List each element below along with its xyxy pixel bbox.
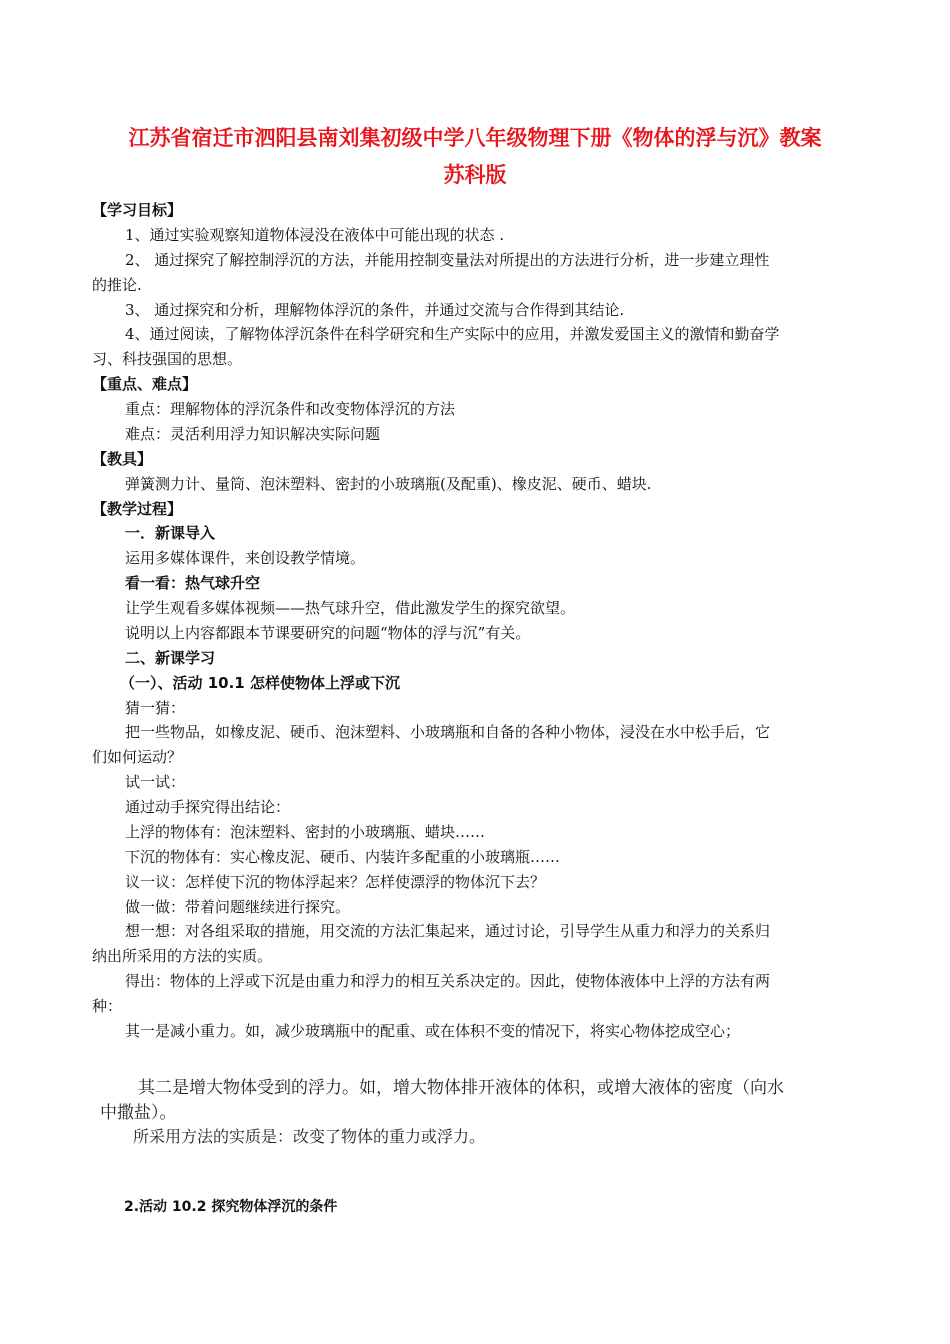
do-text: 做一做：带着问题继续进行探究。 — [125, 897, 351, 916]
guess-text: 把一些物品，如橡皮泥、硬币、泡沫塑料、小玻璃瓶和自备的各种小物体，浸没在水中松手后，它 — [125, 723, 771, 742]
think-text: 想一想：对各组采取的措施，用交流的方法汇集起来，通过讨论，引导学生从重力和浮力的关系归 — [125, 922, 771, 941]
sink-objects: 下沉的物体有：实心橡皮泥、硬币、内装许多配重的小玻璃瓶…… — [125, 847, 561, 866]
intro-text: 运用多媒体课件，来创设教学情境。 — [125, 549, 366, 568]
key-point: 重点：理解物体的浮沉条件和改变物体浮沉的方法 — [125, 400, 456, 418]
try-text: 通过动手探究得出结论： — [125, 798, 291, 816]
think-text-cont: 纳出所采用的方法的实质。 — [92, 947, 273, 966]
objective-2: 2、 通过探究了解控制浮沉的方法，并能用控制变量法对所提出的方法进行分析，进一步建立理性 — [125, 250, 770, 269]
activity-2-heading: 2.活动 10.2 探究物体浮沉的条件 — [124, 1199, 338, 1215]
look-text: 让学生观看多媒体视频——热气球升空，借此激发学生的探究欲望。 — [125, 599, 576, 617]
guess-label: 猜一猜： — [125, 698, 186, 717]
try-label: 试一试： — [125, 773, 186, 792]
guess-text-cont: 们如何运动？ — [92, 748, 183, 767]
section-heading-keypoints: 【重点、难点】 — [92, 375, 198, 394]
document-title: 江苏省宿迁市泗阳县南刘集初级中学八年级物理下册《物体的浮与沉》教案 — [128, 126, 822, 150]
section-heading-tools: 【教具】 — [92, 449, 153, 468]
document-body — [92, 198, 862, 1044]
objective-1: 1、通过实验观察知道物体浸没在液体中可能出现的状态 . — [125, 225, 505, 244]
way-2-text: 其二是增大物体受到的浮力。如，增大物体排开液体的体积，或增大液体的密度（向水 — [138, 1078, 784, 1098]
subheading-intro: 一．新课导入 — [125, 524, 216, 543]
section-heading-process: 【教学过程】 — [92, 499, 183, 518]
subheading-new-lesson: 二、新课学习 — [125, 648, 216, 667]
section-heading-objectives: 【学习目标】 — [92, 201, 183, 219]
document-subtitle: 苏科版 — [443, 163, 507, 187]
difficult-point: 难点：灵活利用浮力知识解决实际问题 — [125, 424, 381, 443]
explain-text: 说明以上内容都跟本节课要研究的问题“物体的浮与沉”有关。 — [125, 623, 531, 642]
float-objects: 上浮的物体有：泡沫塑料、密封的小玻璃瓶、蜡块…… — [125, 822, 486, 841]
activity-1-heading: （一）、活动 10.1 怎样使物体上浮或下沉 — [120, 673, 400, 692]
way-2-text-cont: 中撒盐）。 — [100, 1103, 177, 1123]
tools-list: 弹簧测力计、量筒、泡沫塑料、密封的小玻璃瓶(及配重)、橡皮泥、硬币、蜡块. — [125, 474, 652, 493]
objective-3: 3、 通过探究和分析，理解物体浮沉的条件，并通过交流与合作得到其结论. — [125, 300, 625, 319]
objective-4-cont: 习、科技强国的思想。 — [92, 350, 243, 369]
result-text: 得出：物体的上浮或下沉是由重力和浮力的相互关系决定的。因此，使物体液体中上浮的方法有两 — [125, 972, 771, 991]
essence-text: 所采用方法的实质是：改变了物体的重力或浮力。 — [133, 1127, 486, 1146]
result-text-cont: 种： — [92, 997, 123, 1015]
objective-4: 4、通过阅读，了解物体浮沉条件在科学研究和生产实际中的应用，并激发爱国主义的激情和勤奋学 — [125, 325, 780, 344]
subheading-look: 看一看：热气球升空 — [125, 574, 261, 593]
objective-2-cont: 的推论. — [92, 275, 142, 294]
way-1-text: 其一是减小重力。如，减少玻璃瓶中的配重、或在体积不变的情况下，将实心物体挖成空心； — [125, 1021, 741, 1040]
discuss-text: 议一议：怎样使下沉的物体浮起来？怎样使漂浮的物体沉下去？ — [125, 872, 546, 891]
